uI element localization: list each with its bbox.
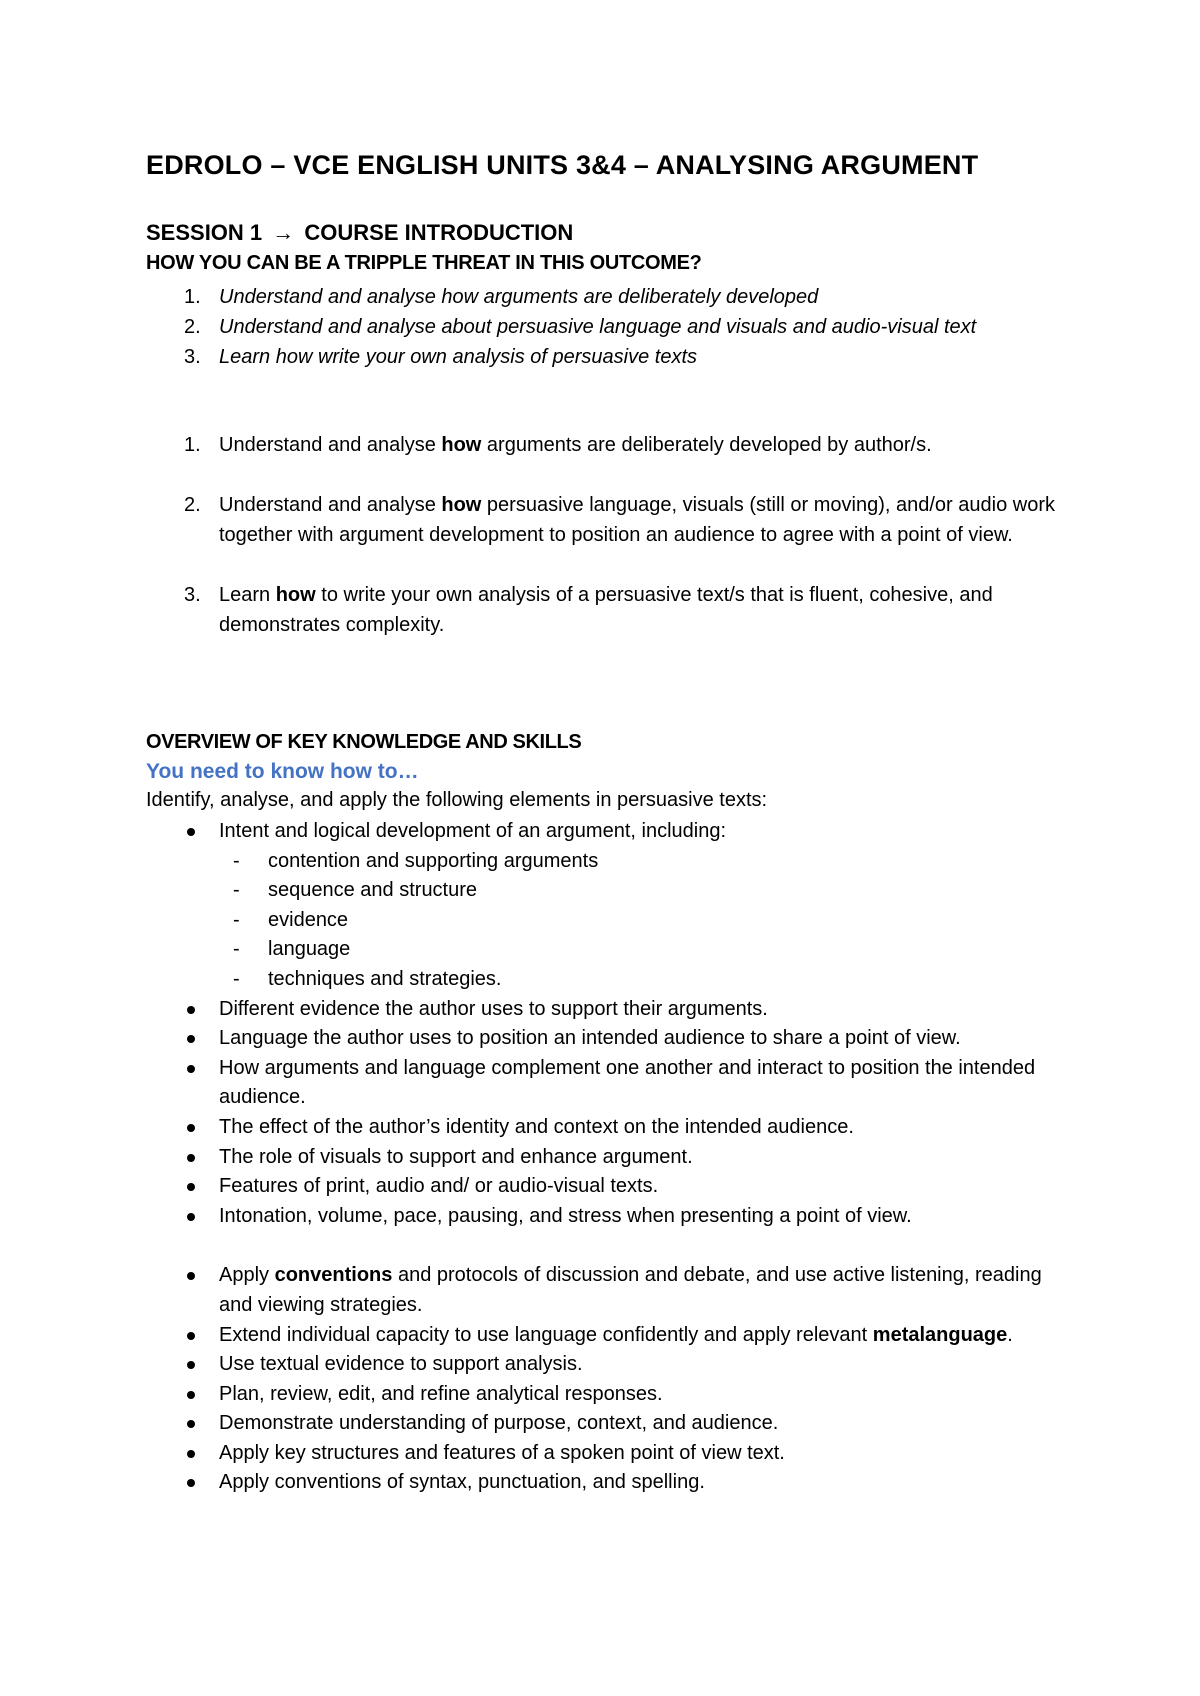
list-item: Apply conventions of syntax, punctuation, and spelling.	[146, 1468, 1076, 1498]
bullet-icon	[187, 1124, 195, 1132]
bullet-icon	[187, 1213, 195, 1221]
arrow-right-icon: →	[272, 220, 295, 245]
list-item: 2. Understand and analyse about persuasive language and visuals and audio-visual text	[184, 316, 977, 338]
bullet-icon	[187, 1183, 195, 1191]
bullet-icon	[187, 1479, 195, 1487]
skills-bullet-list	[146, 817, 1076, 1498]
list-item: 3. Learn how write your own analysis of persuasive texts	[184, 346, 698, 368]
session-heading	[146, 220, 573, 246]
bullet-icon	[187, 1154, 195, 1162]
list-item: Different evidence the author uses to support their arguments.	[146, 995, 1076, 1025]
list-item: 1. Understand and analyse how arguments are deliberately developed by author/s.	[184, 434, 932, 456]
list-item: Plan, review, edit, and refine analytical responses.	[146, 1380, 1076, 1410]
bullet-icon	[187, 1391, 195, 1399]
session-topic: COURSE INTRODUCTION	[304, 220, 574, 245]
session-label: SESSION 1	[146, 220, 263, 245]
goals-list	[146, 430, 1076, 670]
bullet-icon	[187, 828, 195, 836]
overview-heading: OVERVIEW OF KEY KNOWLEDGE AND SKILLS	[146, 731, 582, 753]
bullet-icon	[187, 1361, 195, 1369]
sub-list	[219, 847, 1076, 995]
list-item: Intonation, volume, pace, pausing, and stress when presenting a point of view.	[146, 1202, 1076, 1232]
list-item: Extend individual capacity to use language confidently and apply relevant metalanguage.	[146, 1321, 1076, 1351]
threat-heading: HOW YOU CAN BE A TRIPPLE THREAT IN THIS OUTCOME?	[146, 252, 702, 274]
list-item: Features of print, audio and/ or audio-visual texts.	[146, 1172, 1076, 1202]
list-item: 2. Understand and analyse how persuasive language, visuals (still or moving), and/or audio work together with argument development to position an audience to agree with a point of view.	[184, 494, 1055, 546]
sub-list-item: - techniques and strategies.	[233, 967, 502, 990]
list-item: Apply key structures and features of a spoken point of view text.	[146, 1439, 1076, 1469]
bullet-icon	[187, 1035, 195, 1043]
bullet-icon	[187, 1065, 195, 1073]
list-item: Intent and logical development of an argument, including: - contention and supporting arguments - sequence and structure - evidence - language - techniques and strategies.	[146, 817, 1076, 995]
italic-goals-list	[146, 282, 1146, 372]
need-heading: You need to know how to…	[146, 760, 419, 783]
list-item: The effect of the author’s identity and context on the intended audience.	[146, 1113, 1076, 1143]
list-item: How arguments and language complement one another and interact to position the intended audience.	[146, 1054, 1076, 1113]
bullet-icon	[187, 1332, 195, 1340]
list-item: Apply conventions and protocols of discussion and debate, and use active listening, reading and viewing strategies.	[146, 1261, 1076, 1320]
bullet-icon	[187, 1006, 195, 1014]
document-title: EDROLO – VCE ENGLISH UNITS 3&4 – ANALYSING ARGUMENT	[146, 150, 979, 180]
sub-list-item: - evidence	[233, 908, 349, 931]
list-item: 1. Understand and analyse how arguments are deliberately developed	[184, 286, 819, 308]
bullet-icon	[187, 1420, 195, 1428]
sub-list-item: - language	[233, 938, 351, 961]
list-item: The role of visuals to support and enhance argument.	[146, 1143, 1076, 1173]
sub-list-item: - contention and supporting arguments	[233, 849, 599, 872]
list-item: Use textual evidence to support analysis.	[146, 1350, 1076, 1380]
list-item: 3. Learn how to write your own analysis of a persuasive text/s that is fluent, cohesive, and demonstrates complexity.	[184, 584, 993, 636]
sub-list-item: - sequence and structure	[233, 879, 478, 902]
bullet-icon	[187, 1450, 195, 1458]
bullet-icon	[187, 1272, 195, 1280]
list-item: Language the author uses to position an intended audience to share a point of view.	[146, 1024, 1076, 1054]
intro-line: Identify, analyse, and apply the following elements in persuasive texts:	[146, 789, 768, 811]
list-item: Demonstrate understanding of purpose, context, and audience.	[146, 1409, 1076, 1439]
